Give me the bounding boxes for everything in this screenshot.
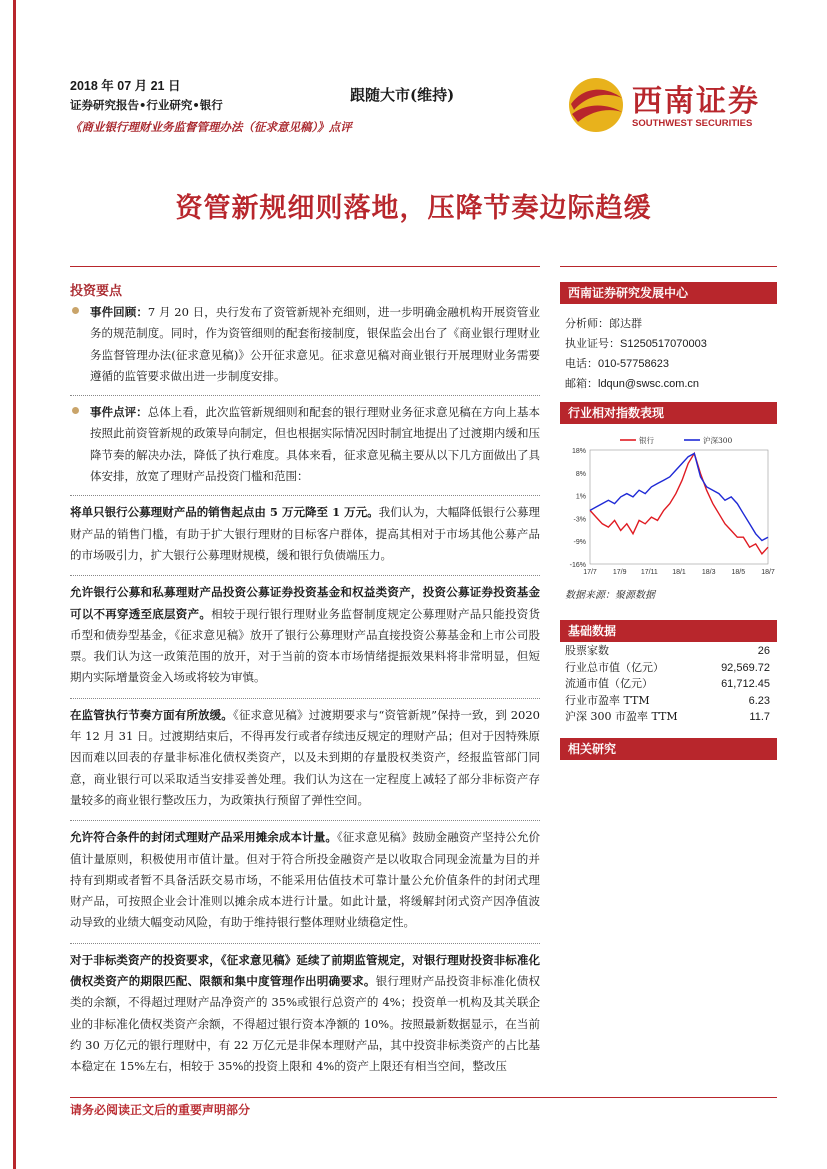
analyst-row [565, 354, 707, 374]
fundamentals-value: 11.7 [749, 711, 770, 723]
paragraph-lead: 将单只银行公募理财产品的销售起点由 5 万元降至 1 万元。 [70, 505, 379, 520]
bullet-text: 总体上看，此次监管新规细则和配套的银行理财业务征求意见稿在方向上基本按照此前资管新规的政策导向制定，但也根据实际情况因时制宜地提出了过渡期内缓和压降节奏的解决办法，降低了执行难度。具体来看，征求意见稿主要从以下几方面做出了具体安排，放宽了理财产品投资门槛和范围： [90, 405, 541, 484]
paragraph-text: 银行理财产品投资非标准化债权类的余额，不得超过理财产品净资产的 35%或银行总资产的 4%；投资单一机构及其关联企业的非标准化债权类资产余额，不得超过银行资本净额的 10%。按照最新数据显示，在当前约 30 万亿元的银行理财中，有 22 万亿元是非保本理财产品，其中投资非标类资产的占比基本稳定在 15%左右，相较于 35%的投资上限和 4%的资产上限还有相当空间，整改压 [70, 974, 541, 1074]
relative-index-chart [560, 428, 777, 580]
paragraph-text: 相较于现行银行理财业务监督制度规定公募理财产品只能投资货币型和债券型基金，《征求意见稿》放开了银行公募理财产品直接投资公募基金和上市公司股票。我们认为这一政策范围的放开，对于当前的资本市场情绪提振效果料将非常明显，但短期内实际增量资金入场或将较为审慎。 [70, 606, 540, 685]
divider-left [70, 266, 540, 267]
chart-y-tick-label: 18% [571, 448, 586, 455]
report-date: 2018 年 07 月 21 日 [70, 79, 181, 93]
analyst-row [565, 334, 707, 354]
analyst-label: 邮箱： [565, 377, 598, 390]
chart-y-tick-label: -3% [573, 516, 586, 524]
analyst-row [565, 314, 707, 334]
paragraph-lead: 对于非标类资产的投资要求，《征求意见稿》延续了前期监管规定，对银行理财投资非标准化债权类资产的期限匹配、限额和集中度管理作出明确要求。 [70, 952, 540, 989]
fundamentals-label: 流通市值（亿元） [565, 677, 653, 690]
paragraph-lead: 在监管执行节奏方面有所放缓。 [70, 707, 233, 722]
footer-divider [70, 1097, 777, 1098]
fundamentals-value: 6.23 [748, 694, 770, 707]
dotted-divider [70, 698, 540, 699]
report-category: 证券研究报告•行业研究•银行 [70, 98, 223, 112]
chart-series-line [590, 453, 768, 540]
dotted-divider [70, 943, 540, 944]
company-logo [566, 74, 766, 136]
chart-legend-label: 银行 [639, 436, 654, 445]
analyst-label: 执业证号： [565, 337, 620, 350]
fundamentals-value: 92,569.72 [721, 661, 770, 674]
paragraph-text: 《征求意见稿》鼓励金融资产坚持公允价值计量原则，积极使用市值计量。但对于符合所投金融资产是以收取合同现金流量为目的并持有到期或者暂不具备活跃交易市场，不能采用估值技术可靠计量公允价值条件的封闭式理财产品，可按照企业会计准则以摊余成本进行计量。如此计量，将缓解封闭式资产因净值波动导致的业绩大幅变动风险，有助于维持银行整体理财业绩稳定性。 [70, 830, 541, 930]
chart-x-tick-label: 18/7 [761, 569, 775, 576]
body-paragraph [70, 502, 540, 566]
dotted-divider [70, 495, 540, 496]
bullet-dot-icon [72, 407, 79, 414]
fundamentals-label: 行业总市值（亿元） [565, 660, 664, 674]
body-paragraph [70, 705, 540, 811]
fundamentals-row [565, 676, 770, 693]
paragraph-lead: 允许符合条件的封闭式理财产品采用摊余成本计量。 [70, 830, 337, 845]
chart-y-ticks [570, 448, 586, 569]
fundamentals-table [565, 643, 770, 726]
logo-name-en: SOUTHWEST SECURITIES [632, 118, 753, 129]
fundamentals-row [565, 709, 770, 726]
chart-x-tick-label: 17/11 [640, 569, 658, 576]
research-center-bar [560, 282, 777, 304]
dotted-divider [70, 820, 540, 821]
fundamentals-row [565, 643, 770, 660]
left-accent-bar [13, 0, 16, 1169]
chart-y-tick-label: -9% [573, 539, 586, 547]
chart-x-ticks [583, 569, 775, 576]
analyst-label: 电话： [565, 357, 598, 370]
index-performance-bar [560, 402, 777, 424]
footer-notice: 请务必阅读正文后的重要声明部分 [70, 1103, 251, 1117]
logo-emblem-icon [566, 74, 628, 136]
data-source: 数据来源：聚源数据 [565, 590, 655, 601]
analyst-value: 郎达群 [609, 317, 642, 330]
bullet-item [70, 302, 540, 387]
dotted-divider [70, 395, 540, 396]
index-performance-title: 行业相对指数表现 [560, 402, 777, 424]
fundamentals-label: 股票家数 [565, 644, 609, 657]
chart-y-tick-label: 8% [575, 470, 586, 478]
chart-y-tick-label: 1% [575, 493, 586, 501]
fundamentals-bar [560, 620, 777, 642]
fundamentals-label: 沪深 300 市盈率 TTM [565, 710, 678, 723]
research-center-title: 西南证券研究发展中心 [560, 282, 777, 304]
paragraph-text: 《征求意见稿》过渡期要求与“资管新规”保持一致，到 2020 年 12 月 31 日。过渡期结束后，不得再发行或者存续违反规定的理财产品；但对于因特殊原因而难以回表的存量非标准化债权类资产，以及未到期的存量股权类资产，经报监管部门同意，商业银行可以采取适当安排妥善处理。我们认为这在一定程度上减轻了部分非标资产存量较多的商业银行整改压力，为政策执行预留了弹性空间。 [70, 707, 540, 807]
bullet-lead: 事件回顾： [90, 305, 148, 319]
analyst-value: S1250517070003 [620, 338, 707, 350]
report-body [70, 302, 540, 1087]
body-paragraph [70, 582, 540, 688]
dotted-divider [70, 575, 540, 576]
bullet-lead: 事件点评： [90, 405, 148, 420]
chart-x-tick-label: 18/1 [672, 569, 686, 576]
analyst-value: 010-57758623 [598, 358, 669, 370]
bullet-item [70, 402, 540, 487]
chart-series [590, 453, 768, 554]
chart-legend-label: 沪深300 [703, 436, 733, 445]
divider-right [560, 266, 777, 267]
fundamentals-row [565, 693, 770, 710]
report-subtitle: 《商业银行理财业务监督管理办法（征求意见稿）》点评 [70, 120, 352, 134]
logo-name-cn: 西南证券 [632, 84, 760, 119]
section-title: 投资要点 [70, 284, 123, 299]
paragraph-lead: 允许银行公募和私募理财产品投资公募证券投资基金和权益类资产，投资公募证券投资基金可以不再穿透至底层资产。 [70, 585, 540, 621]
analyst-row [565, 374, 707, 394]
rating: 跟随大市(维持) [350, 86, 455, 104]
chart-x-tick-label: 18/3 [701, 569, 716, 576]
fundamentals-row [565, 660, 770, 677]
bullet-dot-icon [72, 307, 79, 314]
related-research-bar [560, 738, 777, 760]
chart-series-line [590, 453, 768, 554]
fundamentals-title: 基础数据 [560, 620, 777, 642]
analyst-value: ldqun@swsc.com.cn [598, 378, 700, 390]
fundamentals-value: 26 [757, 645, 770, 657]
analyst-label: 分析师： [565, 317, 609, 330]
analyst-info [565, 314, 707, 394]
fundamentals-value: 61,712.45 [721, 678, 770, 690]
body-paragraph [70, 827, 540, 933]
chart-legend [620, 435, 733, 445]
paragraph-text: 我们认为，大幅降低银行公募理财产品的销售门槛，有助于扩大银行理财的目标客户群体，提高其相对于市场其他公募产品的市场吸引力，扩大银行公募理财规模，缓和银行负债端压力。 [70, 505, 540, 562]
chart-x-tick-label: 17/9 [612, 569, 627, 576]
chart-y-tick-label: -16% [569, 562, 586, 569]
chart-x-tick-label: 18/5 [731, 569, 746, 576]
fundamentals-label: 行业市盈率 TTM [565, 693, 650, 707]
bullet-text: 7 月 20 日，央行发布了资管新规补充细则，进一步明确金融机构开展资管业务的规范制度。同时，作为资管细则的配套衔接制度，银保监会出台了《商业银行理财业务监督管理办法(征求意见稿)》公开征求意见。征求意见稿对商业银行开展理财业务需要遵循的监管要求做出进一步制度安排。 [90, 305, 540, 383]
body-paragraph [70, 950, 540, 1078]
chart-x-tick-label: 17/7 [583, 569, 597, 576]
page-title: 资管新规细则落地，压降节奏边际趋缓 [175, 193, 652, 224]
related-research-title: 相关研究 [560, 738, 777, 760]
